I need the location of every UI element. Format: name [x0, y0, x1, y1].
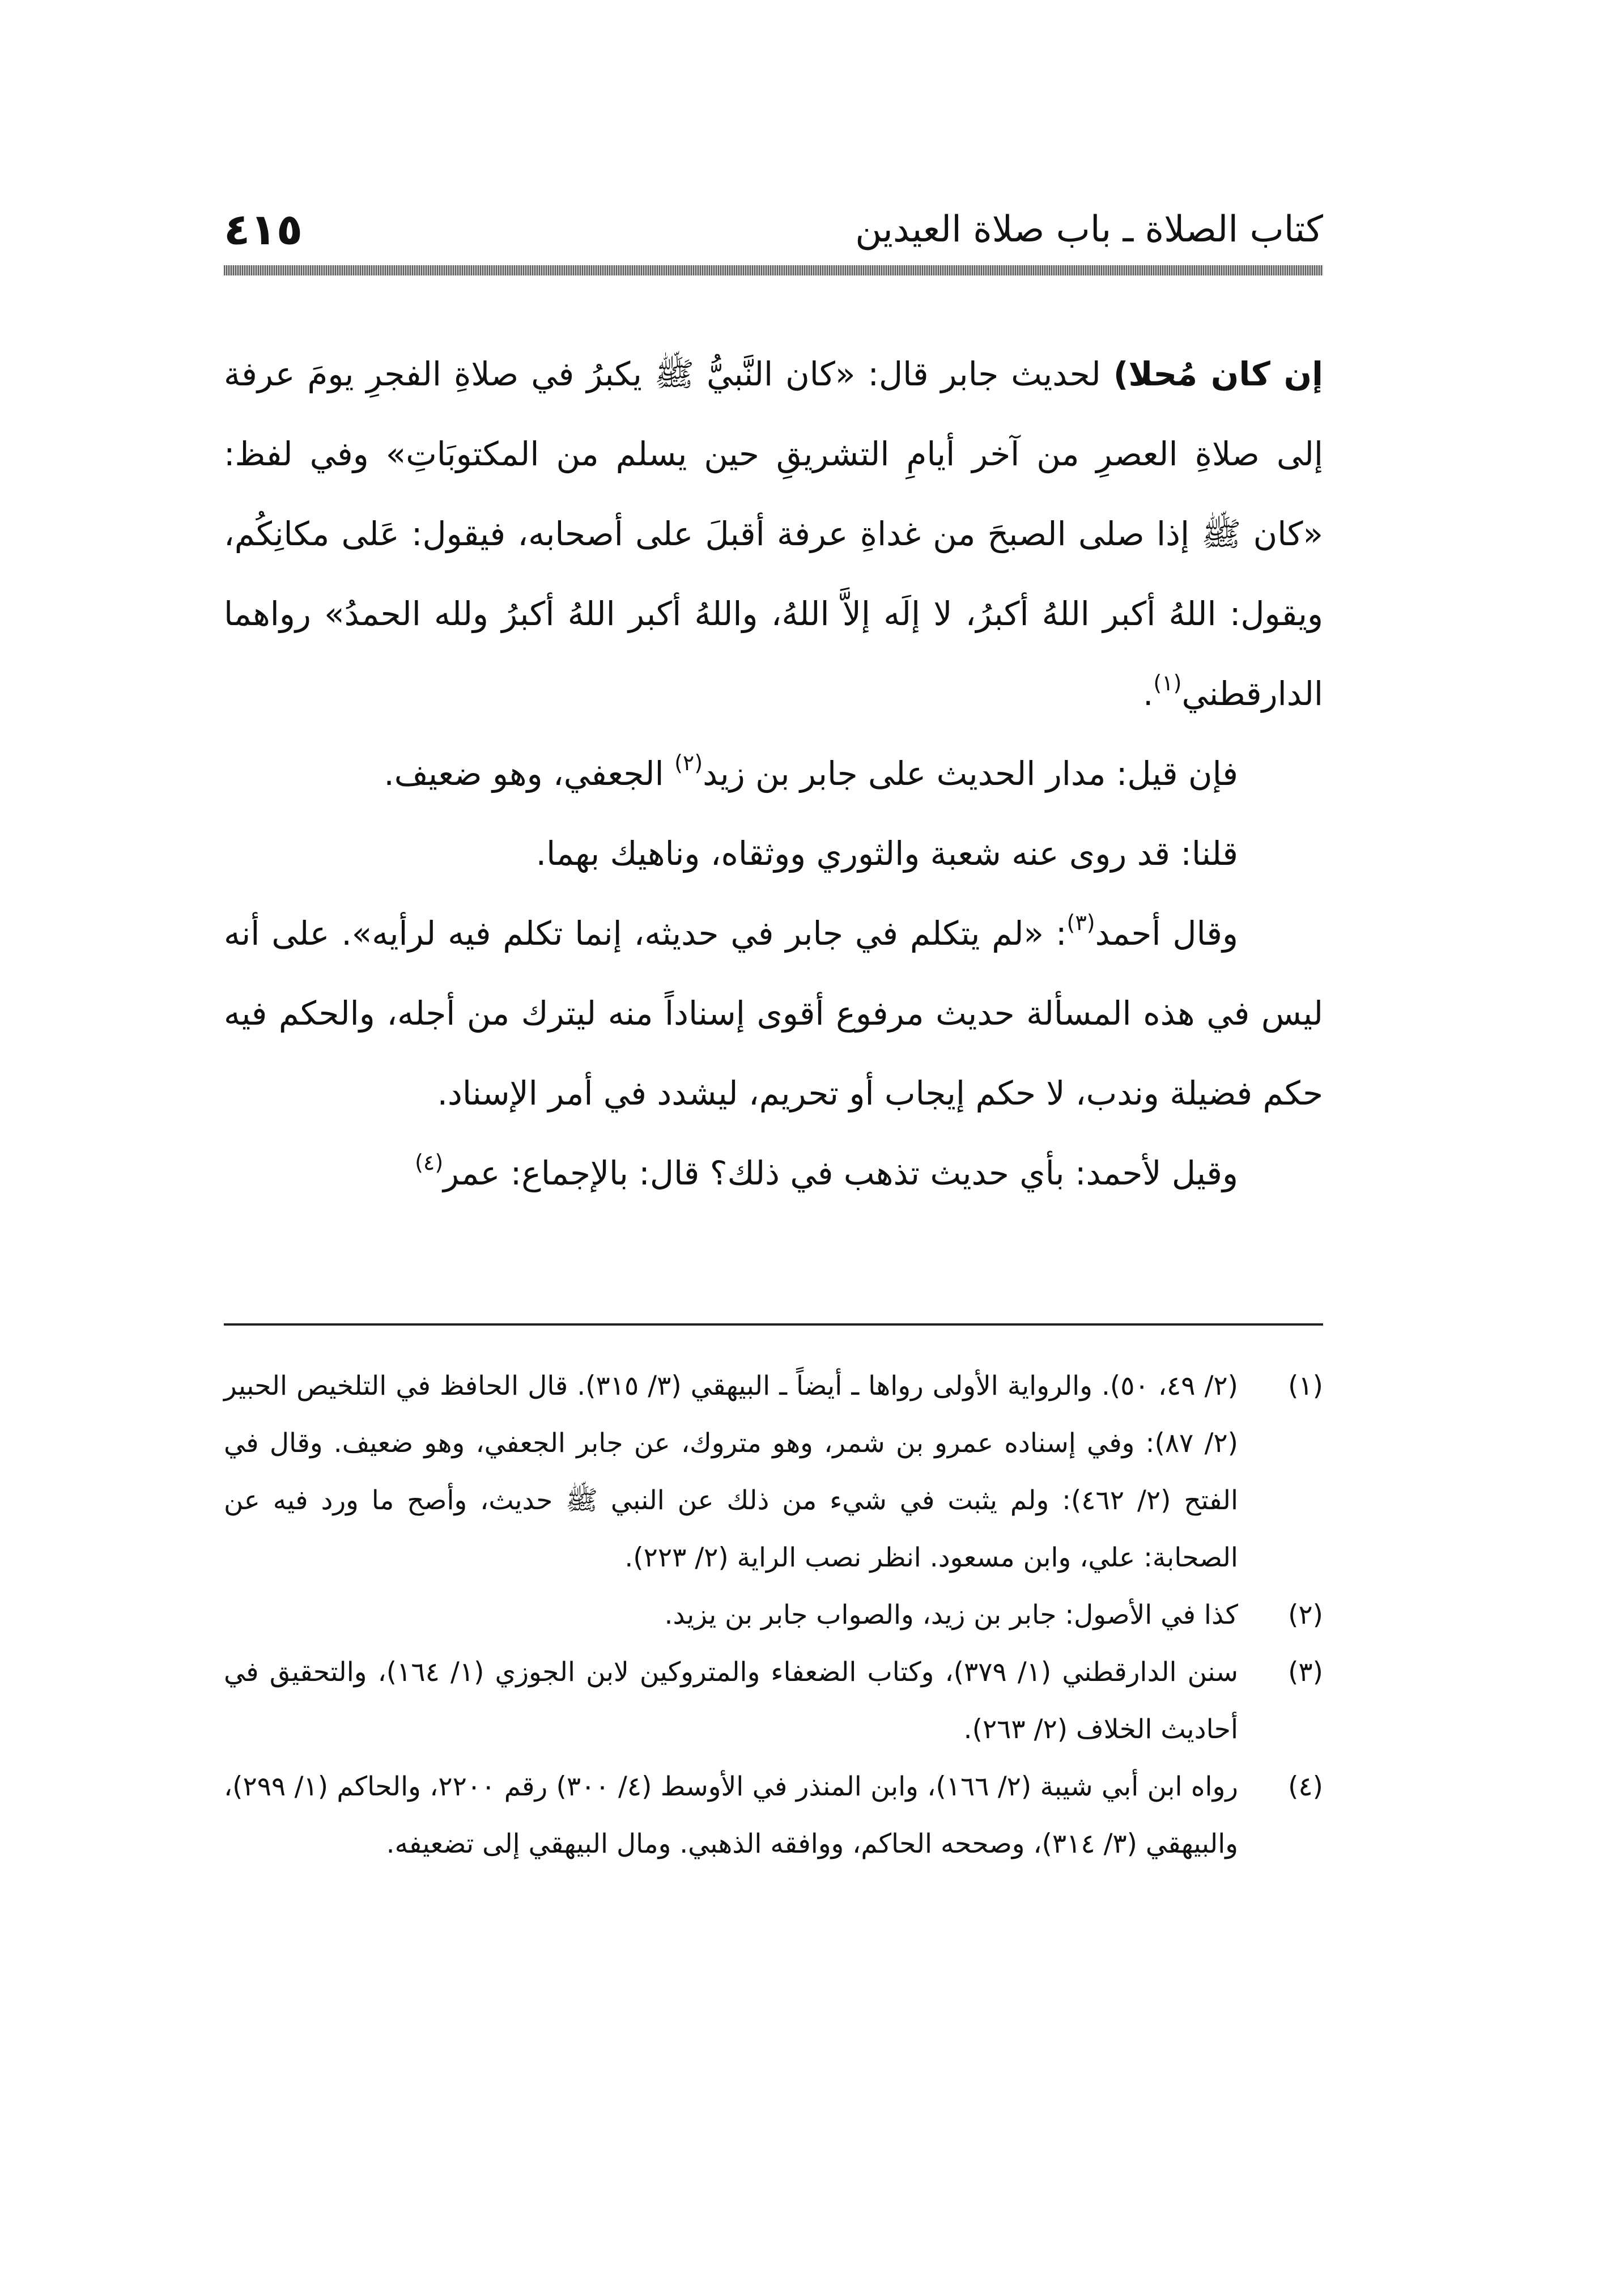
footnote-ref-4: (٤)	[415, 1150, 444, 1175]
paragraph-3	[224, 814, 1323, 894]
paragraph-2-text-a: فإن قيل: مدار الحديث على جابر بن زيد	[703, 754, 1238, 793]
paragraph-4-text-b: : «لم يتكلم في جابر في حديثه، إنما تكلم فيه لرأيه». على أنه ليس في هذه المسألة حديث مرفوع أقوى إسناداً منه ليترك من أجله، والحكم فيه حكم فضيلة وندب، لا حكم إيجاب أو تحريم، ليشدد في أمر الإسناد.	[224, 914, 1323, 1112]
footnote-text: رواه ابن أبي شيبة (٢/ ١٦٦)، وابن المنذر في الأوسط (٤/ ٣٠٠) رقم ٢٢٠٠، والحاكم (١/ ٢٩٩)، والبيهقي (٣/ ٣١٤)، وصححه الحاكم، ووافقه الذهبي. ومال البيهقي إلى تضعيفه.	[224, 1771, 1239, 1859]
footnote-number: (١)	[1288, 1370, 1323, 1402]
footnotes	[224, 1357, 1323, 1872]
paragraph-2-text-b: الجعفي، وهو ضعيف.	[384, 754, 675, 793]
footnote-ref-2: (٢)	[674, 750, 703, 775]
footnote-text: سنن الدارقطني (١/ ٣٧٩)، وكتاب الضعفاء والمتروكين لابن الجوزي (١/ ١٦٤)، والتحقيق في أحاديث الخلاف (٢/ ٢٦٣).	[224, 1657, 1238, 1745]
paragraph-1	[224, 334, 1323, 734]
paragraph-3-text: قلنا: قد روى عنه شعبة والثوري ووثقاه، وناهيك بهما.	[535, 834, 1238, 873]
footnote-ref-3: (٣)	[1066, 910, 1095, 935]
footnote-text: كذا في الأصول: جابر بن زيد، والصواب جابر بن يزيد.	[664, 1599, 1238, 1630]
paragraph-1-text-a: لحديث جابر قال: «كان النَّبيُّ ﷺ يكبرُ في صلاةِ الفجرِ يومَ عرفة إلى صلاةِ العصرِ من آخر أيامِ التشريقِ حين يسلم من المكتوبَاتِ» وفي لفظ: «كان ﷺ إذا صلى الصبحَ من غداةِ عرفة أقبلَ على أصحابه، فيقول: عَلى مكانِكُم، ويقول: اللهُ أكبر اللهُ أكبرُ، لا إلَه إلاَّ اللهُ، واللهُ أكبر اللهُ أكبرُ ولله الحمدُ» رواهما الدارقطني	[224, 355, 1323, 713]
paragraph-4	[224, 894, 1323, 1133]
footnote-2	[224, 1586, 1323, 1644]
lead-phrase: إن كان مُحلا)	[1113, 355, 1324, 393]
footnote-number: (٢)	[1288, 1599, 1323, 1630]
page-number: ٤١٥	[224, 204, 303, 254]
paragraph-5	[224, 1133, 1323, 1213]
running-header	[224, 201, 1323, 264]
paragraph-5-text-a: وقيل لأحمد: بأي حديث تذهب في ذلك؟ قال: بالإجماع: عمر	[443, 1154, 1238, 1192]
paragraph-4-text-a: وقال أحمد	[1095, 914, 1238, 953]
header-divider	[224, 265, 1323, 275]
footnote-1	[224, 1357, 1323, 1586]
footnote-number: (٤)	[1288, 1771, 1323, 1802]
paragraph-1-text-b: .	[1142, 674, 1154, 713]
main-text	[224, 334, 1323, 1213]
paragraph-2	[224, 734, 1323, 814]
footnote-separator	[224, 1323, 1323, 1326]
footnote-3	[224, 1644, 1323, 1758]
footnote-4	[224, 1758, 1323, 1872]
running-title: كتاب الصلاة ـ باب صلاة العيدين	[855, 209, 1323, 250]
footnote-text: (٢/ ٤٩، ٥٠). والرواية الأولى رواها ـ أيضاً ـ البيهقي (٣/ ٣١٥). قال الحافظ في التلخيص الحبير (٢/ ٨٧): وفي إسناده عمرو بن شمر، وهو متروك، عن جابر الجعفي، وهو ضعيف. وقال في الفتح (٢/ ٤٦٢): ولم يثبت في شيء من ذلك عن النبي ﷺ حديث، وأصح ما ورد فيه عن الصحابة: علي، وابن مسعود. انظر نصب الراية (٢/ ٢٢٣).	[224, 1370, 1239, 1573]
footnote-ref-1: (١)	[1153, 670, 1182, 695]
footnote-number: (٣)	[1288, 1657, 1323, 1688]
